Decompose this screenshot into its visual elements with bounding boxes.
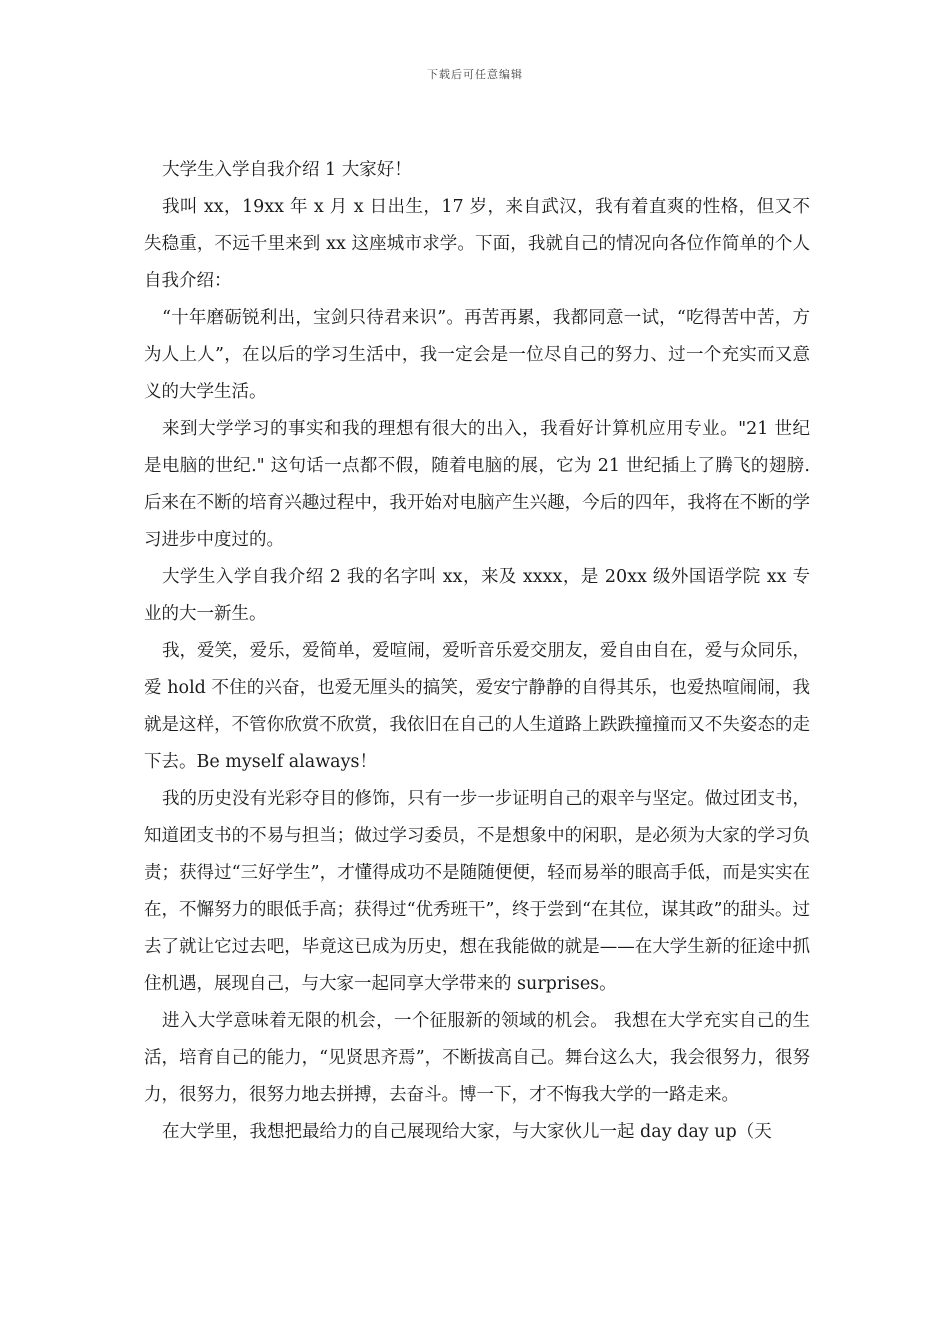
paragraph-7: 我的历史没有光彩夺目的修饰，只有一步一步证明自己的艰辛与坚定。做过团支书，知道团支书的不易与担当；做过学习委员，不是想象中的闲职，是必须为大家的学习负责；获得过“三好学生”，才懂得成功不是随随便便，轻而易举的眼高手低，而是实实在在，不懈努力的眼低手高；获得过“优秀班干”，终于尝到“在其位，谋其政”的甜头。过去了就让它过去吧，毕竟这已成为历史，想在我能做的就是——在大学生新的征途中抓住机遇，展现自己，与大家一起同享大学带来的 surprises。 [144,789,810,994]
page-header: 下载后可任意编辑 [427,68,523,81]
paragraph-8: 进入大学意味着无限的机会，一个征服新的领域的机会。 我想在大学充实自己的生活，培育自己的能力，“见贤思齐焉”，不断拔高自己。舞台这么大，我会很努力，很努力，很努力，很努力地去拼搏，去奋斗。博一下，才不悔我大学的一路走来。 [144,1011,810,1105]
paragraph-2: 我叫 xx，19xx 年 x 月 x 日出生，17 岁，来自武汉，我有着直爽的性格，但又不失稳重，不远千里来到 xx 这座城市求学。下面，我就自己的情况向各位作简单的个人自我介绍： [144,197,810,291]
paragraph-4: 来到大学学习的事实和我的理想有很大的出入，我看好计算机应用专业。"21 世纪是电脑的世纪." 这句话一点都不假，随着电脑的展，它为 21 世纪插上了腾飞的翅膀.后来在不断的培育兴趣过程中，我开始对电脑产生兴趣，今后的四年，我将在不断的学习进步中度过的。 [144,419,810,550]
paragraph-1: 大学生入学自我介绍 1 大家好！ [162,160,412,180]
paragraph-6: 我，爱笑，爱乐，爱简单，爱喧闹，爱听音乐爱交朋友，爱自由自在，爱与众同乐，爱 hold 不住的兴奋，也爱无厘头的搞笑，爱安宁静静的自得其乐，也爱热喧闹闹，我就是这样，不管你欣赏不欣赏，我依旧在自己的人生道路上跌跌撞撞而又不失姿态的走下去。Be myself alaways！ [144,641,810,772]
document-body [144,152,810,1151]
paragraph-3: “十年磨砺锐利出，宝剑只待君来识”。再苦再累，我都同意一试，“吃得苦中苦，方为人上人”，在以后的学习生活中，我一定会是一位尽自己的努力、过一个充实而又意义的大学生活。 [144,308,810,402]
paragraph-9: 在大学里，我想把最给力的自己展现给大家，与大家伙儿一起 day day up（天 [162,1122,772,1142]
paragraph-5: 大学生入学自我介绍 2 我的名字叫 xx，来及 xxxx，是 20xx 级外国语学院 xx 专业的大一新生。 [144,567,810,624]
